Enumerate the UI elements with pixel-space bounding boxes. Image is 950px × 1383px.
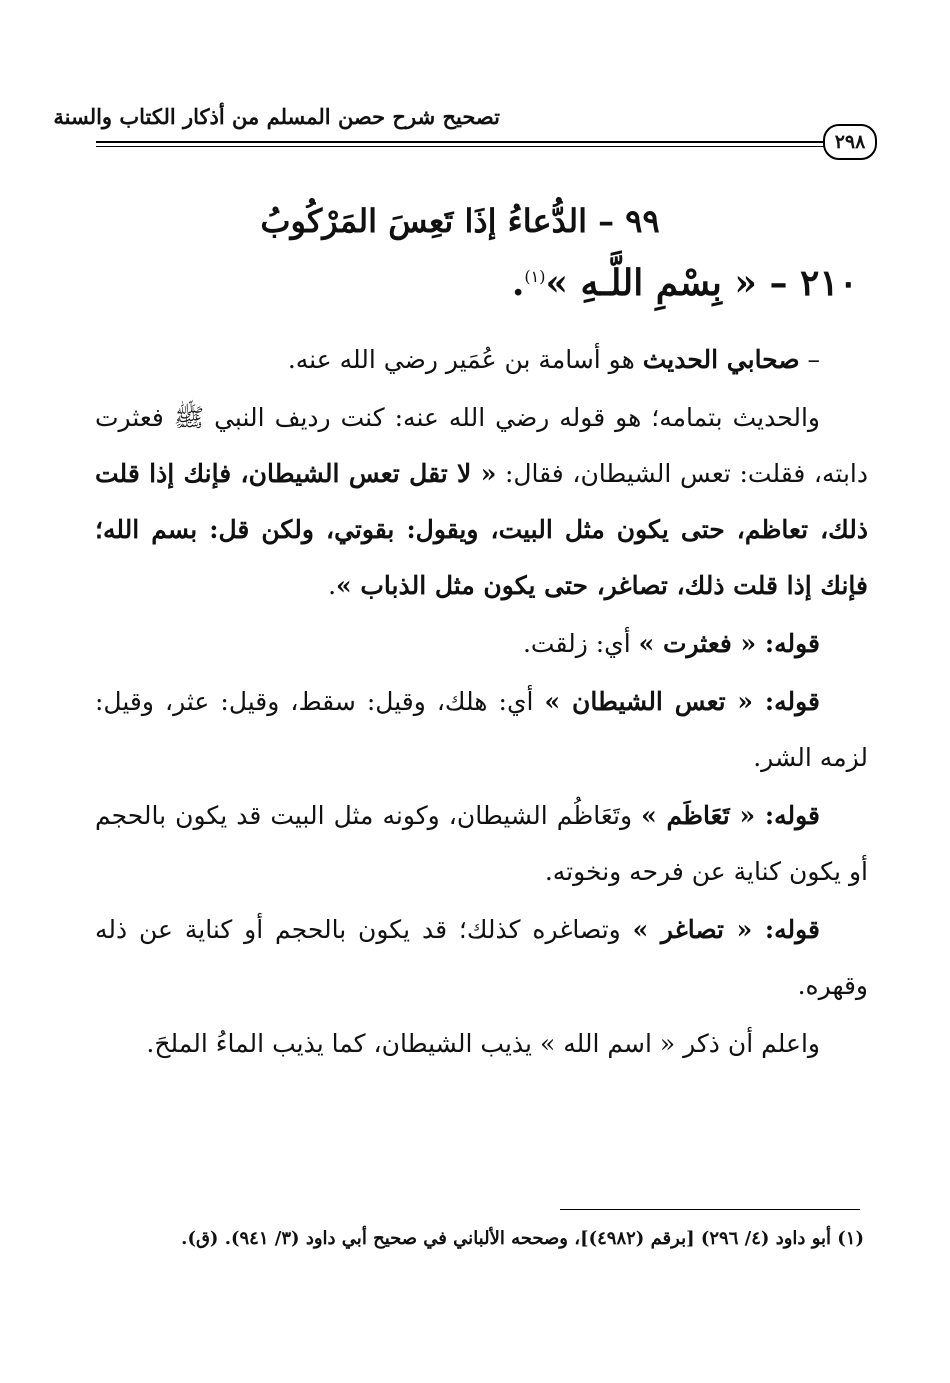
note-text: وتَعَاظُم الشيطان، وكونه مثل البيت قد يكون بالحجم أو يكون كناية عن فرحه ونخوته. — [95, 801, 868, 886]
header-rule — [96, 141, 831, 143]
full-hadith-end: . — [328, 571, 337, 600]
companion-paragraph — [95, 332, 868, 388]
note-paragraph — [95, 788, 868, 900]
note-label: قوله: « تَعَاظَم » — [641, 801, 820, 830]
note-text: أي: هلك، وقيل: سقط، وقيل: عثر، وقيل: لزمه الشر. — [95, 687, 868, 772]
hadith-end: . — [511, 262, 525, 304]
footnote-rule — [560, 1209, 860, 1210]
note-paragraph — [95, 616, 868, 672]
note-paragraph — [95, 902, 868, 1014]
note-paragraph — [95, 674, 868, 786]
footnote-reference: (١) — [524, 267, 546, 286]
note-label: قوله: « تعس الشيطان » — [544, 687, 820, 716]
note-label: قوله: « فعثرت » — [638, 629, 820, 658]
note-text: أي: زلقت. — [522, 629, 639, 658]
closing-paragraph: واعلم أن ذكر « اسم الله » يذيب الشيطان، كما يذيب الماءُ الملحَ. — [146, 1029, 820, 1058]
running-header-title: تصحيح شرح حصن المسلم من أذكار الكتاب والسنة — [53, 104, 500, 129]
full-hadith-paragraph — [95, 390, 868, 614]
full-hadith-intro: والحديث بتمامه؛ هو قوله رضي الله عنه: كنت رديف النبي ﷺ فعثرت دابته، فقلت: تعس الشيطان، فقال: — [95, 403, 868, 488]
hadith-heading — [512, 262, 858, 304]
page-number: ٢٩٨ — [823, 124, 877, 160]
hadith-text: « بِسْمِ اللَّـهِ » — [545, 262, 757, 304]
companion-label: صحابي الحديث — [642, 345, 800, 374]
full-hadith-quote: « لا تقل تعس الشيطان، فإنك إذا قلت ذلك، تعاظم، حتى يكون مثل البيت، ويقول: بقوتي، ولكن قل: بسم الله؛ فإنك إذا قلت ذلك، تصاغر، حتى يكون مثل الذباب » — [95, 459, 868, 600]
chapter-title: ٩٩ – الدُّعاءُ إذَا تَعِسَ المَرْكُوبُ — [260, 202, 660, 240]
note-text: وتصاغره كذلك؛ قد يكون بالحجم أو كناية عن ذله وقهره. — [95, 915, 868, 1000]
hadith-dash: – — [769, 262, 788, 304]
companion-dash: – — [799, 345, 820, 374]
companion-text: هو أسامة بن عُمَير رضي الله عنه. — [287, 345, 643, 374]
hadith-number: ٢١٠ — [799, 262, 858, 304]
note-label: قوله: « تصاغر » — [632, 915, 820, 944]
body-text — [95, 332, 868, 1074]
footnote: (١) أبو داود (٤/ ٢٩٦) [برقم (٤٩٨٢)]، وصححه الألباني في صحيح أبي داود (٣/ ٩٤١). (ق). — [181, 1228, 864, 1249]
header-rule-thin — [96, 146, 831, 147]
